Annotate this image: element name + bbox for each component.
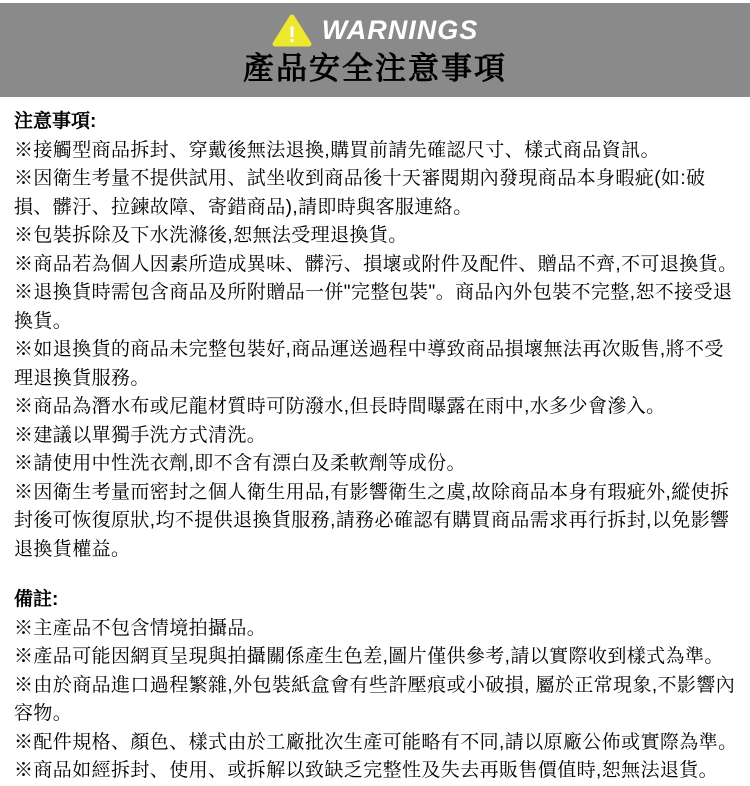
section-heading-remarks: 備註: (14, 589, 59, 610)
product-safety-notice (0, 3, 750, 786)
note-item: ※商品如經拆封、使用、或拆解以致缺乏完整性及失去再販售價值時,恕無法退貨。 (14, 760, 719, 781)
note-item: ※商品為潛水布或尼龍材質時可防潑水,但長時間曝露在雨中,水多少會滲入。 (14, 396, 666, 417)
note-item: ※請使用中性洗衣劑,即不含有漂白及柔軟劑等成份。 (14, 453, 466, 474)
note-item: ※接觸型商品拆封、穿戴後無法退換,購買前請先確認尺寸、樣式商品資訊。 (14, 139, 660, 161)
note-item: ※因衛生考量不提供試用、試坐收到商品後十天審閱期內發現商品本身暇疵(如:破損、髒汙、拉鍊故障、寄錯商品),請即時與客服連絡。 (14, 168, 706, 218)
note-item: ※由於商品進口過程繁雜,外包裝紙盒會有些許壓痕或小破損, 屬於正常現象,不影響內容物。 (14, 674, 736, 724)
note-item: ※包裝拆除及下水洗滌後,恕無法受理退換貨。 (14, 225, 408, 246)
notice-content (0, 97, 750, 786)
note-item: ※商品若為個人因素所造成異味、髒污、損壞或附件及配件、贈品不齊,不可退換貨。 (14, 253, 738, 275)
note-item: ※因衛生考量而密封之個人衛生用品,有影響衛生之虞,故除商品本身有瑕疵外,縱使拆封後可恢復原狀,均不提供退換貨服務,請務必確認有購買商品需求再行拆封,以免影響退換貨權益。 (14, 481, 730, 560)
warnings-row (272, 14, 479, 48)
warning-triangle-icon (272, 14, 312, 48)
warnings-label: WARNINGS (321, 14, 479, 45)
section-heading-notes: 注意事項: (14, 111, 97, 132)
note-item: ※建議以單獨手洗方式清洗。 (14, 424, 267, 446)
page-title: 產品安全注意事項 (243, 50, 507, 86)
exclamation-glyph: ! (288, 21, 296, 47)
note-item: ※退換貨時需包含商品及所附贈品一併"完整包裝"。商品內外包裝不完整,恕不接受退換貨。 (14, 282, 733, 332)
note-item: ※配件規格、顏色、樣式由於工廠批次生產可能略有不同,請以原廠公佈或實際為準。 (14, 731, 738, 753)
note-item: ※主產品不包含情境拍攝品。 (14, 617, 267, 639)
warning-header (0, 3, 750, 97)
note-item: ※如退換貨的商品未完整包裝好,商品運送過程中導致商品損壞無法再次販售,將不受理退換貨服務。 (14, 339, 724, 389)
note-item: ※產品可能因網頁呈現與拍攝關係產生色差,圖片僅供參考,請以實際收到樣式為準。 (14, 646, 724, 667)
